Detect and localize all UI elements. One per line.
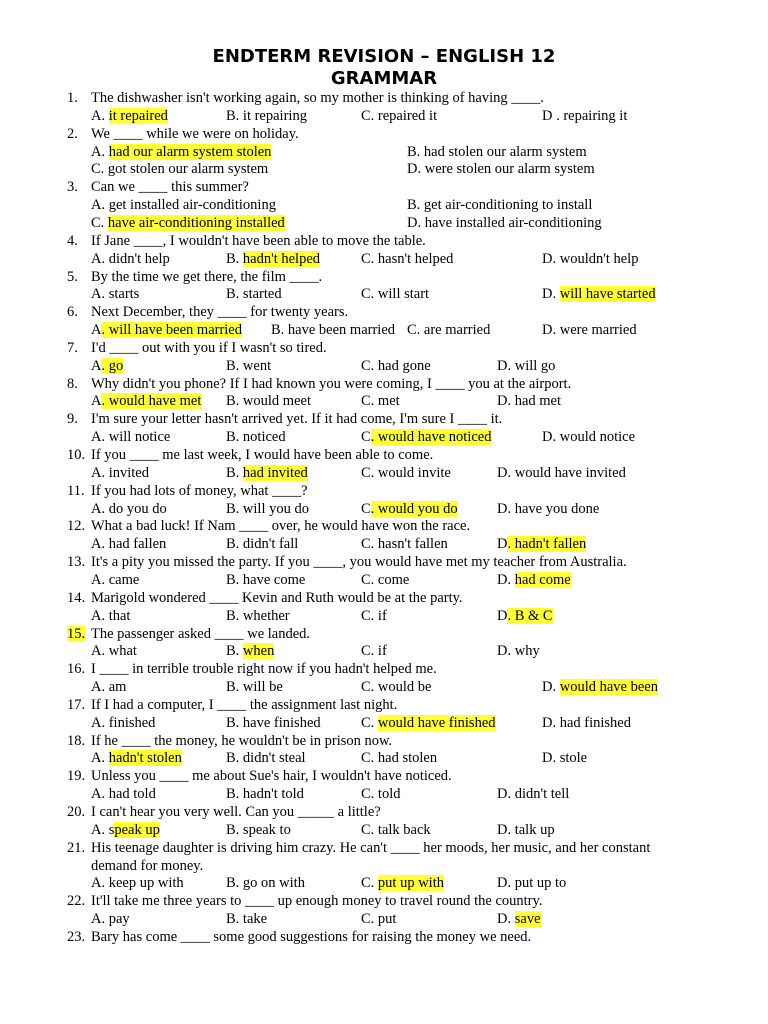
answer-option: A. had fallen [91, 536, 167, 553]
question-number: 12. [67, 518, 86, 535]
answer-option: B. speak to [226, 821, 291, 838]
answer-option: D. wouldn't help [542, 250, 639, 267]
answer-option: C. repaired it [361, 107, 438, 124]
answer-option: D. why [497, 643, 540, 660]
answer-option: D. put up to [497, 875, 567, 892]
answer-option: C. come [361, 571, 410, 588]
answer-highlight: hadn't helped [242, 250, 321, 267]
answer-option: B. get air-conditioning to install [407, 197, 593, 214]
answer-option: B. didn't fall [226, 536, 299, 553]
answer-highlight: it repaired [108, 107, 168, 124]
answer-highlight: had invited [242, 464, 308, 481]
question-text: Unless you ____ me about Sue's hair, I wouldn't have noticed. [91, 768, 452, 785]
answer-option: A. finished [91, 714, 156, 731]
answer-option: A. starts [91, 286, 140, 303]
answer-option: D. were stolen our alarm system [407, 161, 595, 178]
answer-option: C. met [361, 393, 400, 410]
answer-option: A. pay [91, 911, 130, 928]
answer-option: D. talk up [497, 821, 555, 838]
answer-highlight: . go [101, 357, 124, 374]
answer-option: A. speak up [91, 821, 160, 838]
answer-option: C. talk back [361, 821, 431, 838]
answer-highlight: would have finished [377, 714, 496, 731]
answer-option: C. had gone [361, 357, 431, 374]
answer-option: C. would you do [361, 500, 458, 517]
answer-option: D. would notice [542, 429, 636, 446]
answer-option: B. have finished [226, 714, 321, 731]
answer-option: D. have you done [497, 500, 600, 517]
answer-highlight: save [514, 911, 541, 928]
question-text: If he ____ the money, he wouldn't be in prison now. [91, 732, 393, 749]
question-text: Marigold wondered ____ Kevin and Ruth would be at the party. [91, 589, 463, 606]
answer-option: C. will start [361, 286, 430, 303]
question-text: It's a pity you missed the party. If you ____, you would have met my teacher from Australia. [91, 554, 627, 571]
answer-option: B. have come [226, 571, 306, 588]
question-text: If you ____ me last week, I would have been able to come. [91, 447, 434, 463]
question-text: If you had lots of money, what ____? [91, 482, 308, 499]
answer-option: C. would be [361, 679, 432, 696]
answer-option: B. when [226, 643, 275, 660]
question-number: 19. [67, 768, 86, 785]
answer-option: D. had finished [542, 714, 631, 731]
question-text: I can't hear you very well. Can you _____ a little? [91, 804, 381, 820]
question-text: By the time we get there, the film ____. [91, 268, 323, 285]
question-number: 2. [67, 125, 78, 142]
document-title: ENDTERM REVISION – ENGLISH 12 [212, 46, 556, 67]
answer-highlight: would have been [559, 679, 658, 696]
answer-option: D. didn't tell [497, 786, 570, 803]
question-number: 3. [67, 179, 78, 196]
question-text: I'd ____ out with you if I wasn't so tired. [91, 339, 327, 356]
answer-option: D. stole [542, 750, 588, 767]
answer-option: C. would invite [361, 464, 451, 481]
question-number: 11. [67, 482, 85, 499]
question-number: 7. [67, 339, 78, 356]
answer-option: D. have installed air-conditioning [407, 214, 602, 231]
question-number: 9. [67, 411, 78, 428]
question-number: 6. [67, 304, 78, 321]
answer-option: C. would have noticed [361, 429, 492, 446]
answer-option: C. if [361, 607, 387, 624]
question-number: 17. [67, 696, 86, 713]
answer-option: B. will be [226, 679, 283, 696]
answer-highlight: had our alarm system stolen [108, 143, 272, 160]
answer-highlight: . would have met [101, 393, 202, 410]
answer-option: B. go on with [226, 875, 305, 892]
question-text: His teenage daughter is driving him crazy. He can't ____ her moods, her music, and her constant [91, 839, 651, 856]
answer-highlight: had come [514, 571, 571, 588]
question-number: 23. [67, 928, 86, 945]
answer-highlight: . B & C [507, 607, 553, 624]
answer-option: C. are married [407, 322, 491, 339]
answer-highlight: . would you do [370, 500, 458, 517]
answer-option: B. would meet [226, 393, 311, 410]
answer-option: A. invited [91, 464, 149, 481]
question-text: The passenger asked ____ we landed. [91, 625, 311, 642]
question-text: It'll take me three years to ____ up enough money to travel round the country. [91, 893, 543, 910]
answer-highlight: put up with [377, 875, 444, 892]
question-number: 4. [67, 232, 78, 249]
question-text: The dishwasher isn't working again, so my mother is thinking of having ____. [91, 90, 544, 106]
question-text: What a bad luck! If Nam ____ over, he would have won the race. [91, 518, 471, 535]
answer-option: D. B & C [497, 607, 553, 624]
answer-highlight: hadn't stolen [108, 750, 182, 767]
answer-option: B. noticed [226, 429, 286, 446]
answer-option: C. got stolen our alarm system [91, 161, 269, 178]
question-text: I'm sure your letter hasn't arrived yet. If it had come, I'm sure I ____ it. [91, 411, 503, 428]
question-number: 5. [67, 268, 78, 285]
answer-option: A. keep up with [91, 875, 184, 892]
document-subtitle: GRAMMAR [330, 68, 438, 89]
question-number: 13. [67, 554, 86, 571]
answer-option: A. would have met [91, 393, 202, 410]
answer-option: B. started [226, 286, 282, 303]
question-number: 14. [67, 589, 86, 606]
answer-option: C. would have finished [361, 714, 496, 731]
answer-option: D. hadn't fallen [497, 536, 587, 553]
question-number: 16. [67, 661, 86, 678]
answer-option: B. take [226, 911, 268, 928]
answer-option: D. had met [497, 393, 562, 410]
answer-option: A. what [91, 643, 137, 660]
answer-option: D. will go [497, 357, 556, 374]
question-number [67, 625, 85, 643]
answer-option: C. if [361, 643, 387, 660]
question-number: 22. [67, 893, 86, 910]
answer-option: C. told [361, 786, 401, 803]
answer-option: B. it repairing [226, 107, 307, 124]
answer-option: B. had invited [226, 464, 308, 481]
answer-option: B. didn't steal [226, 750, 306, 767]
question-text: Can we ____ this summer? [91, 179, 249, 196]
answer-option: A. go [91, 357, 124, 374]
question-text: I ____ in terrible trouble right now if you hadn't helped me. [91, 661, 437, 678]
question-number: 20. [67, 804, 86, 820]
answer-highlight: when [242, 643, 275, 660]
answer-option: A. it repaired [91, 107, 168, 124]
answer-highlight: peak up [114, 821, 160, 838]
answer-option: A. will notice [91, 429, 171, 446]
answer-option: A. am [91, 679, 127, 696]
question-number: 21. [67, 839, 86, 856]
answer-option: B. have been married [271, 322, 396, 339]
answer-option: B. whether [226, 607, 290, 624]
answer-option: B. went [226, 357, 272, 374]
answer-highlight: . hadn't fallen [507, 536, 587, 553]
question-number: 8. [67, 375, 78, 392]
answer-option: B. hadn't helped [226, 250, 321, 267]
answer-option: C. had stolen [361, 750, 438, 767]
question-text: If Jane ____, I wouldn't have been able to move the table. [91, 232, 426, 249]
answer-highlight: . will have been married [101, 322, 242, 339]
answer-option: D. would have invited [497, 464, 626, 481]
answer-highlight: . would have noticed [370, 429, 492, 446]
answer-option: A. hadn't stolen [91, 750, 182, 767]
answer-option: B. had stolen our alarm system [407, 143, 587, 160]
answer-option: D. were married [542, 322, 637, 339]
question-number: 10. [67, 447, 86, 463]
answer-option: C. hasn't fallen [361, 536, 448, 553]
answer-option: A. that [91, 607, 131, 624]
answer-option: D. save [497, 911, 541, 928]
answer-option: D. had come [497, 571, 571, 588]
answer-option: A. came [91, 571, 140, 588]
answer-option: A. didn't help [91, 250, 170, 267]
answer-option: D . repairing it [542, 107, 628, 124]
question-text: Next December, they ____ for twenty years. [91, 304, 349, 321]
answer-option: A. get installed air-conditioning [91, 197, 276, 214]
answer-option: A. had told [91, 786, 156, 803]
question-text: If I had a computer, I ____ the assignment last night. [91, 696, 398, 713]
answer-option: C. hasn't helped [361, 250, 454, 267]
question-text: We ____ while we were on holiday. [91, 125, 299, 142]
answer-option: C. have air-conditioning installed [91, 214, 285, 231]
answer-option: B. will you do [226, 500, 309, 517]
answer-highlight: will have started [559, 286, 656, 303]
question-text: Why didn't you phone? If I had known you were coming, I ____ you at the airport. [91, 375, 572, 392]
answer-option: B. hadn't told [226, 786, 304, 803]
answer-option: A. do you do [91, 500, 167, 517]
question-number-highlight: 15. [67, 625, 86, 642]
answer-highlight: have air-conditioning installed [107, 214, 285, 231]
answer-option: C. put [361, 911, 397, 928]
question-number: 1. [67, 90, 78, 106]
answer-option: A. had our alarm system stolen [91, 143, 272, 160]
answer-option: C. put up with [361, 875, 444, 892]
question-number: 18. [67, 732, 86, 749]
answer-option: A. will have been married [91, 322, 242, 339]
answer-option: D. would have been [542, 679, 658, 696]
question-text: Bary has come ____ some good suggestions for raising the money we need. [91, 928, 532, 945]
question-text: demand for money. [91, 857, 204, 874]
answer-option: D. will have started [542, 286, 656, 303]
